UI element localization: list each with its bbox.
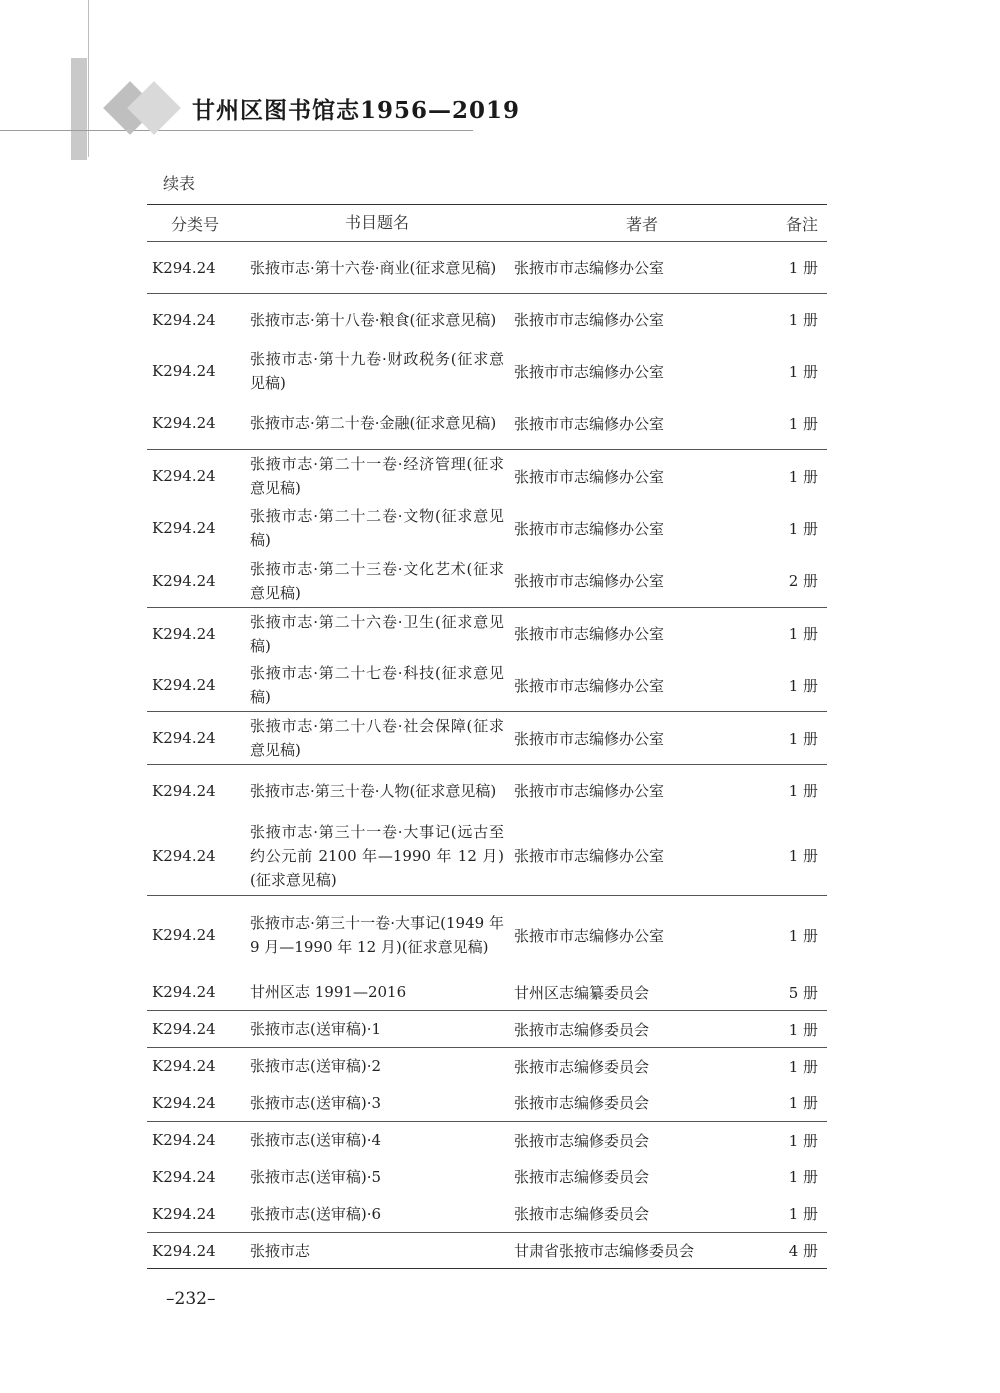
header-gray-bar: [71, 58, 87, 160]
cell-note: 1 册: [788, 847, 818, 865]
cell-note: 1 册: [788, 311, 818, 329]
cell-note: 1 册: [788, 1094, 818, 1112]
cell-author: 张掖市市志编修办公室: [514, 729, 665, 748]
cell-note: 1 册: [788, 519, 818, 538]
table-row: [147, 764, 827, 816]
cell-code: K294.24: [152, 467, 216, 485]
table-header-row: [147, 205, 827, 241]
cell-author: 甘州区志编纂委员会: [514, 983, 650, 1002]
running-header-title: 甘州区图书馆志1956—2019: [192, 97, 521, 124]
table-row: [147, 1121, 827, 1158]
cell-note: 1 册: [788, 1131, 818, 1150]
table-row: [147, 554, 827, 607]
cell-note: 1 册: [788, 782, 818, 800]
cell-code: K294.24: [152, 1167, 216, 1186]
cell-author: 张掖市市志编修办公室: [514, 847, 665, 865]
cell-author: 张掖市市志编修办公室: [514, 467, 665, 486]
cell-title: 张掖市志·第二十一卷·经济管理(征求意见稿): [250, 455, 504, 497]
cell-note: 1 册: [788, 259, 818, 277]
table-row: [147, 502, 827, 554]
cell-note: 1 册: [788, 1020, 818, 1039]
cell-title: 张掖市志·第二十六卷·卫生(征求意见稿): [250, 612, 504, 655]
cell-author: 张掖市市志编修办公室: [514, 362, 665, 381]
cell-title: 张掖市志(送审稿)·5: [250, 1167, 382, 1186]
cell-code: K294.24: [152, 926, 216, 944]
cell-code: K294.24: [152, 258, 216, 277]
table-row: [147, 293, 827, 345]
cell-code: K294.24: [152, 362, 216, 380]
cell-title: 张掖市志·第十九卷·财政税务(征求意见稿): [250, 350, 504, 392]
table-row: [147, 397, 827, 449]
table-row: [147, 345, 827, 397]
cell-title: 张掖市志·第三十一卷·大事记(1949 年 9 月—1990 年 12 月)(征求意见稿): [250, 914, 504, 956]
cell-note: 1 册: [788, 729, 818, 748]
table-row: [147, 1195, 827, 1232]
table-row: [147, 1010, 827, 1047]
cell-title: 张掖市志·第十六卷·商业(征求意见稿): [250, 258, 497, 277]
cell-author: 张掖市志编修委员会: [514, 1131, 650, 1150]
cell-author: 张掖市市志编修办公室: [514, 782, 665, 800]
cell-note: 5 册: [788, 983, 818, 1002]
cell-note: 1 册: [788, 1205, 818, 1223]
table-row: [147, 241, 827, 293]
table-row: [147, 1158, 827, 1195]
cell-code: K294.24: [152, 846, 216, 865]
cell-title: 张掖市志·第二十二卷·文物(征求意见稿): [250, 507, 504, 549]
cell-title: 张掖市志: [250, 1241, 311, 1260]
table-body: [147, 241, 827, 1268]
cell-title: 张掖市志·第三十一卷·大事记(远古至约公元前 2100 年—1990 年 12 月)(征求意见稿): [250, 822, 504, 889]
cell-code: K294.24: [152, 1057, 216, 1075]
table-row: [147, 659, 827, 711]
table-row: [147, 816, 827, 895]
cell-title: 张掖市志·第十八卷·粮食(征求意见稿): [250, 310, 497, 329]
cell-note: 1 册: [788, 1168, 818, 1186]
cell-title: 甘州区志 1991—2016: [250, 983, 407, 1001]
cell-author: 张掖市市志编修办公室: [514, 414, 665, 433]
cell-note: 1 册: [788, 414, 818, 433]
table-row: [147, 1084, 827, 1121]
cell-code: K294.24: [152, 571, 216, 590]
cell-code: K294.24: [152, 781, 216, 800]
cell-title: 张掖市志(送审稿)·6: [250, 1204, 382, 1223]
cell-code: K294.24: [152, 519, 216, 537]
cell-title: 张掖市志·第二十八卷·社会保障(征求意见稿): [250, 717, 504, 759]
cell-code: K294.24: [152, 1131, 216, 1149]
cell-author: 甘肃省张掖市志编修委员会: [514, 1242, 695, 1260]
cell-code: K294.24: [152, 1093, 216, 1112]
cell-title: 张掖市志·第二十三卷·文化艺术(征求意见稿): [250, 559, 504, 602]
cell-code: K294.24: [152, 983, 216, 1001]
cell-note: 1 册: [788, 926, 818, 945]
cell-author: 张掖市市志编修办公室: [514, 519, 665, 538]
cell-author: 张掖市市志编修办公室: [514, 572, 665, 590]
cell-author: 张掖市志编修委员会: [514, 1205, 650, 1223]
header-rule: [0, 130, 473, 131]
cell-title: 张掖市志·第三十卷·人物(征求意见稿): [250, 781, 497, 800]
cell-title: 张掖市志(送审稿)·4: [250, 1131, 382, 1149]
cell-note: 1 册: [788, 1057, 818, 1076]
cell-code: K294.24: [152, 624, 216, 643]
cell-author: 张掖市市志编修办公室: [514, 676, 665, 695]
cell-code: K294.24: [152, 310, 216, 329]
cell-author: 张掖市志编修委员会: [514, 1168, 650, 1186]
catalog-table: [147, 204, 827, 1269]
cell-note: 1 册: [788, 362, 818, 381]
column-header-author: 著者: [625, 214, 658, 234]
cell-note: 2 册: [788, 572, 818, 590]
cell-author: 张掖市志编修委员会: [514, 1020, 650, 1039]
cell-code: K294.24: [152, 1241, 216, 1260]
cell-title: 张掖市志(送审稿)·1: [250, 1020, 382, 1038]
cell-code: K294.24: [152, 729, 216, 747]
cell-author: 张掖市市志编修办公室: [514, 926, 665, 945]
cell-title: 张掖市志·第二十卷·金融(征求意见稿): [250, 414, 497, 432]
continued-label: 续表: [163, 174, 196, 193]
cell-author: 张掖市市志编修办公室: [514, 625, 665, 643]
cell-author: 张掖市市志编修办公室: [514, 259, 665, 277]
table-row: [147, 1232, 827, 1268]
cell-code: K294.24: [152, 414, 216, 432]
table-row: [147, 711, 827, 764]
cell-author: 张掖市志编修委员会: [514, 1057, 650, 1076]
cell-code: K294.24: [152, 1204, 216, 1223]
column-header-title: 书目题名: [344, 213, 409, 232]
column-header-note: 备注: [785, 214, 818, 234]
cell-note: 1 册: [788, 467, 818, 486]
cell-author: 张掖市市志编修办公室: [514, 311, 665, 329]
cell-note: 1 册: [788, 625, 818, 643]
table-row: [147, 1047, 827, 1084]
table-row: [147, 974, 827, 1010]
table-row: [147, 895, 827, 974]
cell-note: 4 册: [788, 1242, 818, 1260]
cell-author: 张掖市志编修委员会: [514, 1094, 650, 1112]
header-vertical-line: [88, 0, 89, 157]
table-row: [147, 607, 827, 659]
cell-code: K294.24: [152, 1020, 216, 1038]
cell-note: 1 册: [788, 676, 818, 695]
page-number: –232–: [166, 1289, 216, 1309]
cell-title: 张掖市志(送审稿)·3: [250, 1093, 382, 1112]
table-row: [147, 449, 827, 502]
cell-title: 张掖市志(送审稿)·2: [250, 1057, 382, 1075]
column-header-code: 分类号: [171, 214, 220, 234]
cell-title: 张掖市志·第二十七卷·科技(征求意见稿): [250, 664, 504, 706]
cell-code: K294.24: [152, 676, 216, 694]
